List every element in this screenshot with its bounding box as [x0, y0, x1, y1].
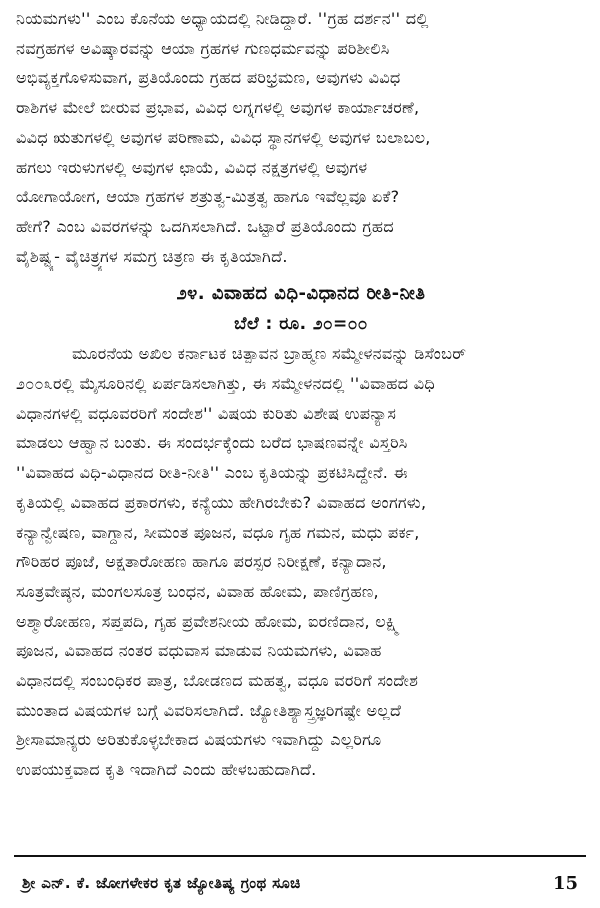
text-line: ಸೂತ್ರವೇಷ್ಠನ, ಮಂಗಲಸೂತ್ರ ಬಂಧನ, ವಿವಾಹ ಹೋಮ, ಪಾಣಿಗ್ರಹಣ, — [16, 581, 379, 601]
text-line: ಅಶ್ಮಾರೋಹಣ, ಸಪ್ತಪದಿ, ಗೃಹ ಪ್ರವೇಶನೀಯ ಹೋಮ, ಐರಣಿದಾನ, ಲಕ್ಷ್ಮಿ — [16, 611, 400, 631]
text-line: ವೈಶಿಷ್ಟ್ಯ- ವೈಚಿತ್ರ್ಯಗಳ ಸಮಗ್ರ ಚಿತ್ರಣ ಈ ಕೃತಿಯಾಗಿದೆ. — [16, 246, 288, 266]
price-line: ಬೆಲೆ : ರೂ. ೨೦=೦೦ — [234, 314, 368, 335]
text-line: ಕನ್ಯಾನ್ವೇಷಣ, ವಾಗ್ದಾನ, ಸೀಮಂತ ಪೂಜನ, ವಧೂ ಗೃಹ ಗಮನ, ಮಧು ಪರ್ಕ, — [16, 522, 420, 542]
text-line: ಹಗಲು ಇರುಳುಗಳಲ್ಲಿ ಅವುಗಳ ಛಾಯೆ, ವಿವಿಧ ನಕ್ಷತ್ರಗಳಲ್ಲಿ ಅವುಗಳ — [16, 157, 368, 177]
text-line: ೨೦೦೩ರಲ್ಲಿ ಮೈಸೂರಿನಲ್ಲಿ ಏರ್ಪಡಿಸಲಾಗಿತ್ತು, ಈ ಸಮ್ಮೇಳನದಲ್ಲಿ ''ವಿವಾಹದ ವಿಧಿ — [16, 374, 435, 394]
intro-paragraph — [16, 4, 586, 271]
text-line: ನಿಯಮಗಳು'' ಎಂಬ ಕೊನೆಯ ಅಧ್ಯಾಯದಲ್ಲಿ ನೀಡಿದ್ದಾರೆ. ''ಗ್ರಹ ದರ್ಶನ'' ದಲ್ಲಿ — [16, 9, 429, 28]
text-line: ವಿವಿಧ ಋತುಗಳಲ್ಲಿ ಅವುಗಳ ಪರಿಣಾಮ, ವಿವಿಧ ಸ್ಥಾನಗಳಲ್ಲಿ ಅವುಗಳ ಬಲಾಬಲ, — [16, 127, 431, 147]
text-line: ಮಾಡಲು ಆಹ್ವಾನ ಬಂತು. ಈ ಸಂದರ್ಭಕ್ಕೆಂದು ಬರೆದ ಭಾಷಣವನ್ನೇ ವಿಸ್ತರಿಸಿ — [16, 433, 408, 453]
text-line: ಮೂರನೆಯ ಅಖಿಲ ಕರ್ನಾಟಕ ಚಿತ್ಪಾವನ ಬ್ರಾಹ್ಮಣ ಸಮ್ಮೇಳನವನ್ನು ಡಿಸೆಂಬರ್ — [72, 344, 467, 364]
description-paragraph — [16, 339, 586, 785]
section-heading: ೨೪. ವಿವಾಹದ ವಿಧಿ-ವಿಧಾನದ ರೀತಿ-ನೀತಿ — [176, 283, 426, 305]
text-line: ವಿಧಾನಗಳಲ್ಲಿ ವಧೂವರರಿಗೆ ಸಂದೇಶ'' ವಿಷಯ ಕುರಿತು ವಿಶೇಷ ಉಪನ್ಯಾಸ — [16, 403, 397, 423]
page-footer — [22, 868, 578, 898]
text-line: ಯೋಗಾಯೋಗ, ಆಯಾ ಗ್ರಹಗಳ ಶತ್ರುತ್ವ-ಮಿತ್ರತ್ವ ಹಾಗೂ ಇವೆಲ್ಲವೂ ಏಕೆ? — [16, 187, 400, 207]
text-line: ಗೌರಿಹರ ಪೂಜೆ, ಅಕ್ಷತಾರೋಹಣ ಹಾಗೂ ಪರಸ್ಪರ ನಿರೀಕ್ಷಣೆ, ಕನ್ಯಾದಾನ, — [16, 552, 387, 572]
text-line: ಕೃತಿಯಲ್ಲಿ ವಿವಾಹದ ಪ್ರಕಾರಗಳು, ಕನ್ಯೆಯು ಹೇಗಿರಬೇಕು? ವಿವಾಹದ ಅಂಗಗಳು, — [16, 492, 427, 512]
text-line: ವಿಧಾನದಲ್ಲಿ ಸಂಬಂಧಿಕರ ಪಾತ್ರ, ಬೋಡಣದ ಮಹತ್ವ, ವಧೂ ವರರಿಗೆ ಸಂದೇಶ — [16, 671, 419, 691]
text-line: ''ವಿವಾಹದ ವಿಧಿ-ವಿಧಾನದ ರೀತಿ-ನೀತಿ'' ಎಂಬ ಕೃತಿಯನ್ನು ಪ್ರಕಟಿಸಿದ್ದೇನೆ. ಈ — [16, 463, 408, 483]
text-line: ಪೂಜನ, ವಿವಾಹದ ನಂತರ ವಧುವಾಸ ಮಾಡುವ ನಿಯಮಗಳು, ವಿವಾಹ — [16, 641, 382, 661]
text-line: ಉಪಯುಕ್ತವಾದ ಕೃತಿ ಇದಾಗಿದೆ ಎಂದು ಹೇಳಬಹುದಾಗಿದೆ. — [16, 760, 317, 780]
text-line: ನವಗ್ರಹಗಳ ಅವಿಷ್ಕಾರವನ್ನು ಆಯಾ ಗ್ರಹಗಳ ಗುಣಧರ್ಮವನ್ನು ಪರಿಶೀಲಿಸಿ — [16, 38, 390, 58]
text-line: ಹೇಗೆ? ಎಂಬ ವಿವರಗಳನ್ನು ಒದಗಿಸಲಾಗಿದೆ. ಒಟ್ಟಾರೆ ಪ್ರತಿಯೊಂದು ಗ್ರಹದ — [16, 216, 394, 236]
text-line: ರಾಶಿಗಳ ಮೇಲೆ ಬೀರುವ ಪ್ರಭಾವ, ವಿವಿಧ ಲಗ್ನಗಳಲ್ಲಿ ಅವುಗಳ ಕಾರ್ಯಾಚರಣೆ, — [16, 98, 420, 118]
running-footer-title: ಶ್ರೀ ಎನ್. ಕೆ. ಜೋಗಳೇಕರ ಕೃತ ಜ್ಯೋತಿಷ್ಯ ಗ್ರಂಥ ಸೂಚಿ — [22, 874, 301, 892]
footer-divider — [14, 855, 586, 857]
text-line: ಶ್ರೀಸಾಮಾನ್ಯರು ಅರಿತುಕೊಳ್ಳಬೇಕಾದ ವಿಷಯಗಳು ಇವಾಗಿದ್ದು ಎಲ್ಲರಿಗೂ — [16, 730, 382, 750]
text-line: ಮುಂತಾದ ವಿಷಯಗಳ ಬಗ್ಗೆ ವಿವರಿಸಲಾಗಿದೆ. ಜ್ಯೋತಿಶ್ಯಾಸ್ತ್ರಜ್ಞರಿಗಷ್ಟೇ ಅಲ್ಲದೆ — [16, 700, 402, 720]
text-line: ಅಭಿವ್ಯಕ್ತಗೊಳಿಸುವಾಗ, ಪ್ರತಿಯೊಂದು ಗ್ರಹದ ಪರಿಭ್ರಮಣ, ಅವುಗಳು ವಿವಿಧ — [16, 68, 401, 88]
page-number: 15 — [552, 872, 578, 894]
